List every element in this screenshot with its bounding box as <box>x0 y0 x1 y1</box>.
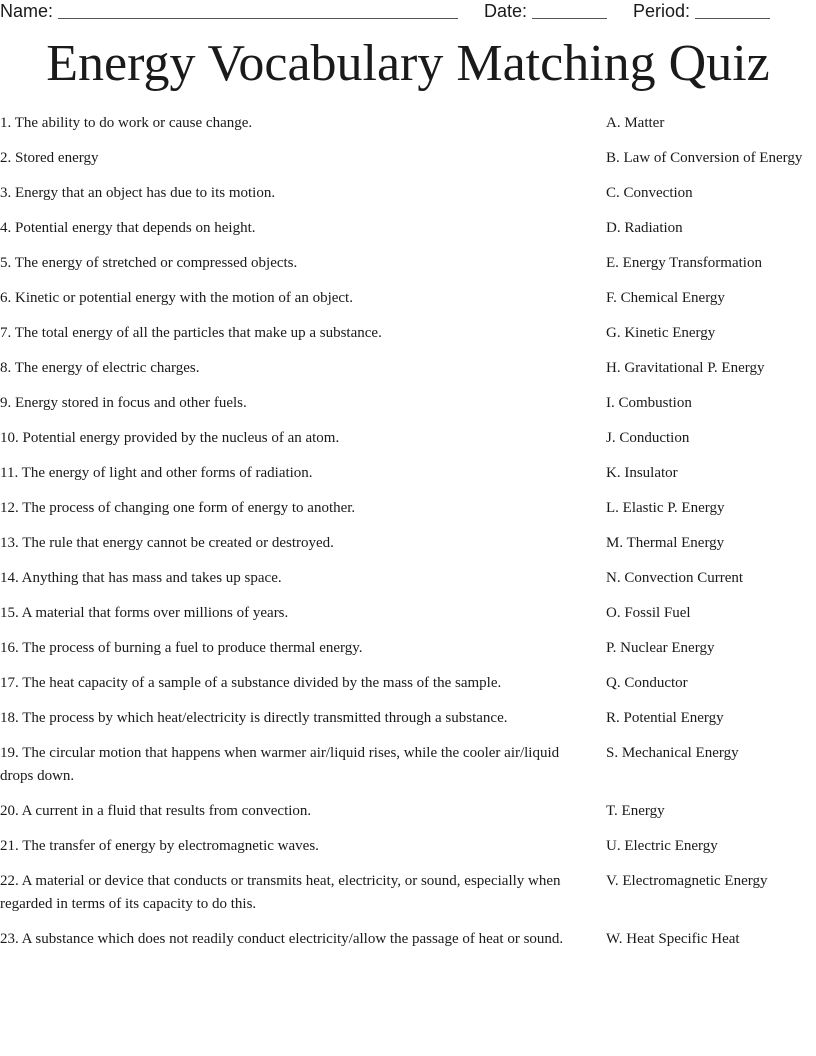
quiz-row <box>0 147 816 170</box>
quiz-list <box>0 112 816 963</box>
question-text: 10. Potential energy provided by the nucleus of an atom. <box>0 430 340 446</box>
answer-choice: H. Gravitational P. Energy <box>606 360 765 376</box>
answer-choice: S. Mechanical Energy <box>606 745 739 761</box>
period-label: Period: <box>633 1 691 21</box>
question-text: 1. The ability to do work or cause change. <box>0 115 253 131</box>
answer-choice: B. Law of Conversion of Energy <box>606 150 803 166</box>
answer-choice: E. Energy Transformation <box>606 255 762 271</box>
question-text: 11. The energy of light and other forms of radiation. <box>0 465 313 481</box>
quiz-row <box>0 602 816 625</box>
answer-choice: A. Matter <box>606 115 665 131</box>
student-info-header <box>0 0 816 22</box>
date-label: Date: <box>484 1 528 21</box>
answer-choice: U. Electric Energy <box>606 838 718 854</box>
answer-choice: I. Combustion <box>606 395 692 411</box>
answer-choice: V. Electromagnetic Energy <box>606 873 768 889</box>
quiz-row <box>0 252 816 275</box>
quiz-row <box>0 287 816 310</box>
answer-choice: N. Convection Current <box>606 570 744 586</box>
question-text: 16. The process of burning a fuel to produce thermal energy. <box>0 640 363 656</box>
answer-choice: W. Heat Specific Heat <box>606 931 740 947</box>
name-blank-line[interactable] <box>58 2 458 19</box>
question-text: 19. The circular motion that happens when warmer air/liquid rises, while the cooler air/liquid drops down. <box>0 745 560 784</box>
question-text: 15. A material that forms over millions of years. <box>0 605 289 621</box>
question-text: 14. Anything that has mass and takes up space. <box>0 570 282 586</box>
name-label: Name: <box>0 1 54 21</box>
date-field[interactable] <box>484 0 607 22</box>
answer-choice: F. Chemical Energy <box>606 290 725 306</box>
quiz-row <box>0 835 816 858</box>
question-text: 5. The energy of stretched or compressed objects. <box>0 255 298 271</box>
quiz-row <box>0 637 816 660</box>
quiz-row <box>0 870 816 916</box>
quiz-row <box>0 742 816 788</box>
quiz-row <box>0 567 816 590</box>
answer-choice: R. Potential Energy <box>606 710 724 726</box>
period-field[interactable] <box>633 0 770 22</box>
answer-choice: Q. Conductor <box>606 675 688 691</box>
quiz-row <box>0 532 816 555</box>
quiz-row <box>0 357 816 380</box>
quiz-row <box>0 928 816 951</box>
question-text: 21. The transfer of energy by electromagnetic waves. <box>0 838 319 854</box>
answer-choice: K. Insulator <box>606 465 678 481</box>
question-text: 7. The total energy of all the particles that make up a substance. <box>0 325 382 341</box>
name-field[interactable] <box>0 0 458 22</box>
question-text: 6. Kinetic or potential energy with the motion of an object. <box>0 290 353 306</box>
answer-choice: L. Elastic P. Energy <box>606 500 725 516</box>
question-text: 2. Stored energy <box>0 150 99 166</box>
answer-choice: M. Thermal Energy <box>606 535 725 551</box>
answer-choice: C. Convection <box>606 185 693 201</box>
question-text: 9. Energy stored in focus and other fuels. <box>0 395 247 411</box>
question-text: 18. The process by which heat/electricity is directly transmitted through a substance. <box>0 710 508 726</box>
answer-choice: D. Radiation <box>606 220 683 236</box>
question-text: 3. Energy that an object has due to its motion. <box>0 185 276 201</box>
answer-choice: P. Nuclear Energy <box>606 640 715 656</box>
quiz-row <box>0 707 816 730</box>
question-text: 12. The process of changing one form of energy to another. <box>0 500 356 516</box>
date-blank-line[interactable] <box>532 2 607 19</box>
answer-choice: J. Conduction <box>606 430 690 446</box>
quiz-row <box>0 462 816 485</box>
answer-choice: G. Kinetic Energy <box>606 325 716 341</box>
quiz-row <box>0 182 816 205</box>
question-text: 17. The heat capacity of a sample of a substance divided by the mass of the sample. <box>0 675 502 691</box>
answer-choice: O. Fossil Fuel <box>606 605 691 621</box>
quiz-row <box>0 392 816 415</box>
quiz-row <box>0 497 816 520</box>
answer-choice: T. Energy <box>606 803 665 819</box>
quiz-row <box>0 427 816 450</box>
quiz-row <box>0 217 816 240</box>
question-text: 23. A substance which does not readily conduct electricity/allow the passage of heat or sound. <box>0 931 564 947</box>
page-title: Energy Vocabulary Matching Quiz <box>46 35 770 92</box>
quiz-row <box>0 800 816 823</box>
question-text: 8. The energy of electric charges. <box>0 360 200 376</box>
quiz-row <box>0 322 816 345</box>
quiz-row <box>0 672 816 695</box>
quiz-row <box>0 112 816 135</box>
question-text: 13. The rule that energy cannot be created or destroyed. <box>0 535 334 551</box>
period-blank-line[interactable] <box>695 2 770 19</box>
question-text: 4. Potential energy that depends on height. <box>0 220 256 236</box>
question-text: 22. A material or device that conducts or transmits heat, electricity, or sound, especially when regarded in terms of its capacity to do this. <box>0 873 561 912</box>
question-text: 20. A current in a fluid that results from convection. <box>0 803 312 819</box>
